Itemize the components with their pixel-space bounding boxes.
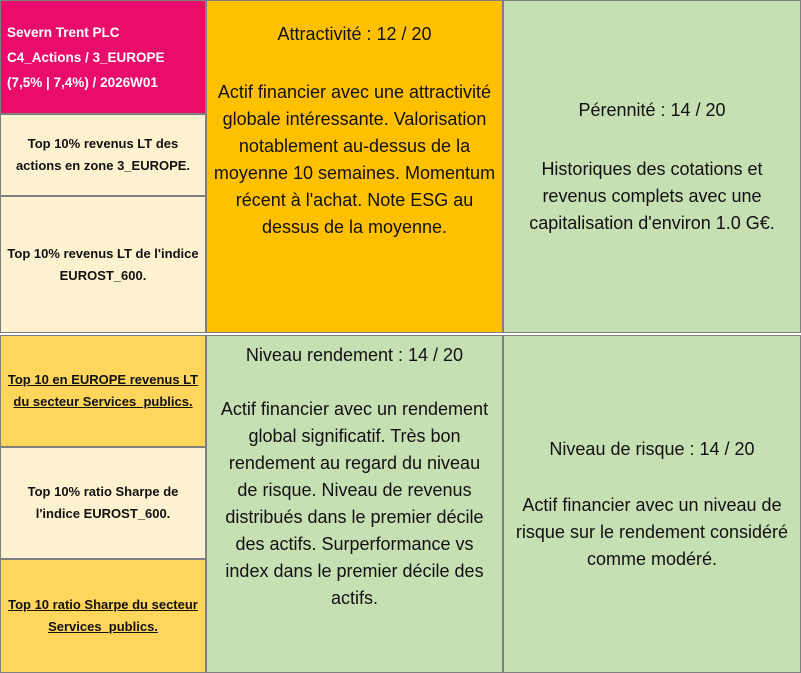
risque-cell xyxy=(503,335,801,673)
left-item-text: Top 10 en EUROPE revenus LT du secteur Services_publics. xyxy=(7,372,199,409)
attractivite-heading: Attractivité : 12 / 20 xyxy=(277,24,432,44)
left-item-2 xyxy=(0,196,206,333)
left-item-4 xyxy=(0,447,206,559)
perennite-heading: Pérennité : 14 / 20 xyxy=(578,99,726,120)
left-item-text: Top 10% revenus LT des actions en zone 3_EUROPE. xyxy=(15,136,191,173)
asset-category: C4_Actions / 3_EUROPE xyxy=(7,49,165,65)
risque-heading: Niveau de risque : 14 / 20 xyxy=(549,438,755,459)
left-item-text: Top 10 ratio Sharpe du secteur Services_publics. xyxy=(8,597,198,634)
left-item-3 xyxy=(0,335,206,447)
perennite-cell xyxy=(503,0,801,333)
perennite-body: Historiques des cotations et revenus complets avec une capitalisation d'environ 1.0 G€. xyxy=(529,158,775,233)
asset-period: (7,5% | 7,4%) / 2026W01 xyxy=(7,74,158,90)
left-item-5 xyxy=(0,559,206,673)
left-item-text: Top 10% revenus LT de l'indice EUROST_600. xyxy=(7,245,199,283)
risque-body: Actif financier avec un niveau de risque sur le rendement considéré comme modéré. xyxy=(515,494,789,569)
left-item-text: Top 10% ratio Sharpe de l'indice EUROST_600. xyxy=(27,484,179,521)
left-item-1 xyxy=(0,114,206,196)
rendement-heading: Niveau rendement : 14 / 20 xyxy=(245,345,464,365)
rendement-cell xyxy=(206,335,503,673)
asset-name: Severn Trent PLC xyxy=(7,24,120,40)
rendement-body: Actif financier avec un rendement global significatif. Très bon rendement au regard du niveau de risque. Niveau de revenus distribués dans le premier décile des actifs. Surperformance vs index dans le premier décile des actifs. xyxy=(220,399,489,608)
attractivite-cell xyxy=(206,0,503,333)
attractivite-body: Actif financier avec une attractivité globale intéressante. Valorisation notablement au-dessus de la moyenne 10 semaines. Momentum récent à l'achat. Note ESG au dessus de la moyenne. xyxy=(213,82,496,237)
asset-title-block xyxy=(0,0,206,114)
